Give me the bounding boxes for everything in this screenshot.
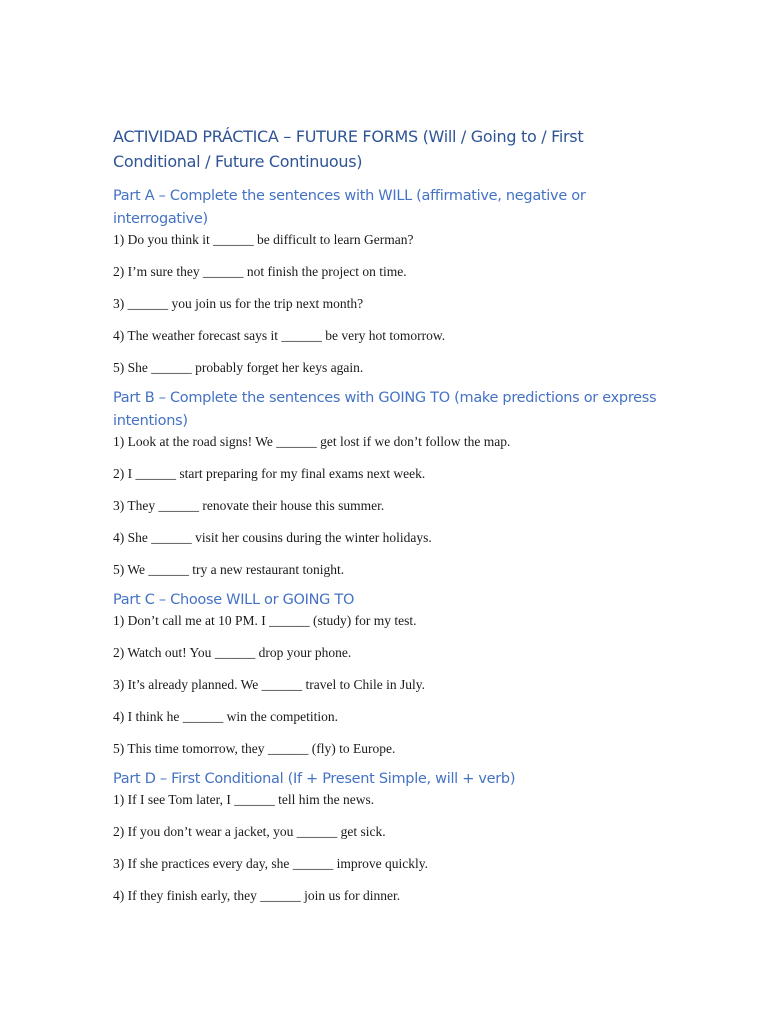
exercise-item: 3) It’s already planned. We ______ travel to Chile in July.	[113, 677, 425, 692]
section-part-d	[113, 768, 673, 904]
section-part-c	[113, 589, 673, 757]
exercise-item: 4) I think he ______ win the competition.	[113, 709, 338, 724]
section-heading: Part D – First Conditional (If + Present Simple, will + verb)	[113, 771, 516, 787]
section-heading: Part A – Complete the sentences with WILL (affirmative, negative or interrogative)	[113, 188, 586, 227]
section-part-a	[113, 185, 673, 376]
exercise-item: 5) She ______ probably forget her keys again.	[113, 360, 364, 375]
exercise-item: 2) Watch out! You ______ drop your phone.	[113, 645, 352, 660]
exercise-item: 4) If they finish early, they ______ join us for dinner.	[113, 888, 401, 903]
exercise-item: 1) Don’t call me at 10 PM. I ______ (study) for my test.	[113, 613, 417, 628]
section-heading: Part B – Complete the sentences with GOING TO (make predictions or express intentions)	[113, 390, 657, 429]
exercise-item: 5) We ______ try a new restaurant tonight.	[113, 562, 345, 577]
document-title: ACTIVIDAD PRÁCTICA – FUTURE FORMS (Will / Going to / First Conditional / Future Continuous)	[113, 127, 584, 171]
exercise-item: 2) I’m sure they ______ not finish the project on time.	[113, 264, 407, 279]
document-page	[113, 124, 673, 919]
exercise-item: 1) Look at the road signs! We ______ get lost if we don’t follow the map.	[113, 434, 511, 449]
exercise-item: 1) Do you think it ______ be difficult to learn German?	[113, 232, 414, 247]
section-part-b	[113, 387, 673, 578]
exercise-item: 3) They ______ renovate their house this summer.	[113, 498, 385, 513]
exercise-item: 2) I ______ start preparing for my final exams next week.	[113, 466, 426, 481]
exercise-item: 4) The weather forecast says it ______ be very hot tomorrow.	[113, 328, 446, 343]
exercise-item: 3) If she practices every day, she ______ improve quickly.	[113, 856, 429, 871]
exercise-item: 2) If you don’t wear a jacket, you ______ get sick.	[113, 824, 386, 839]
exercise-item: 4) She ______ visit her cousins during the winter holidays.	[113, 530, 432, 545]
exercise-item: 1) If I see Tom later, I ______ tell him the news.	[113, 792, 375, 807]
exercise-item: 5) This time tomorrow, they ______ (fly) to Europe.	[113, 741, 396, 756]
exercise-item: 3) ______ you join us for the trip next month?	[113, 296, 364, 311]
section-heading: Part C – Choose WILL or GOING TO	[113, 592, 355, 608]
